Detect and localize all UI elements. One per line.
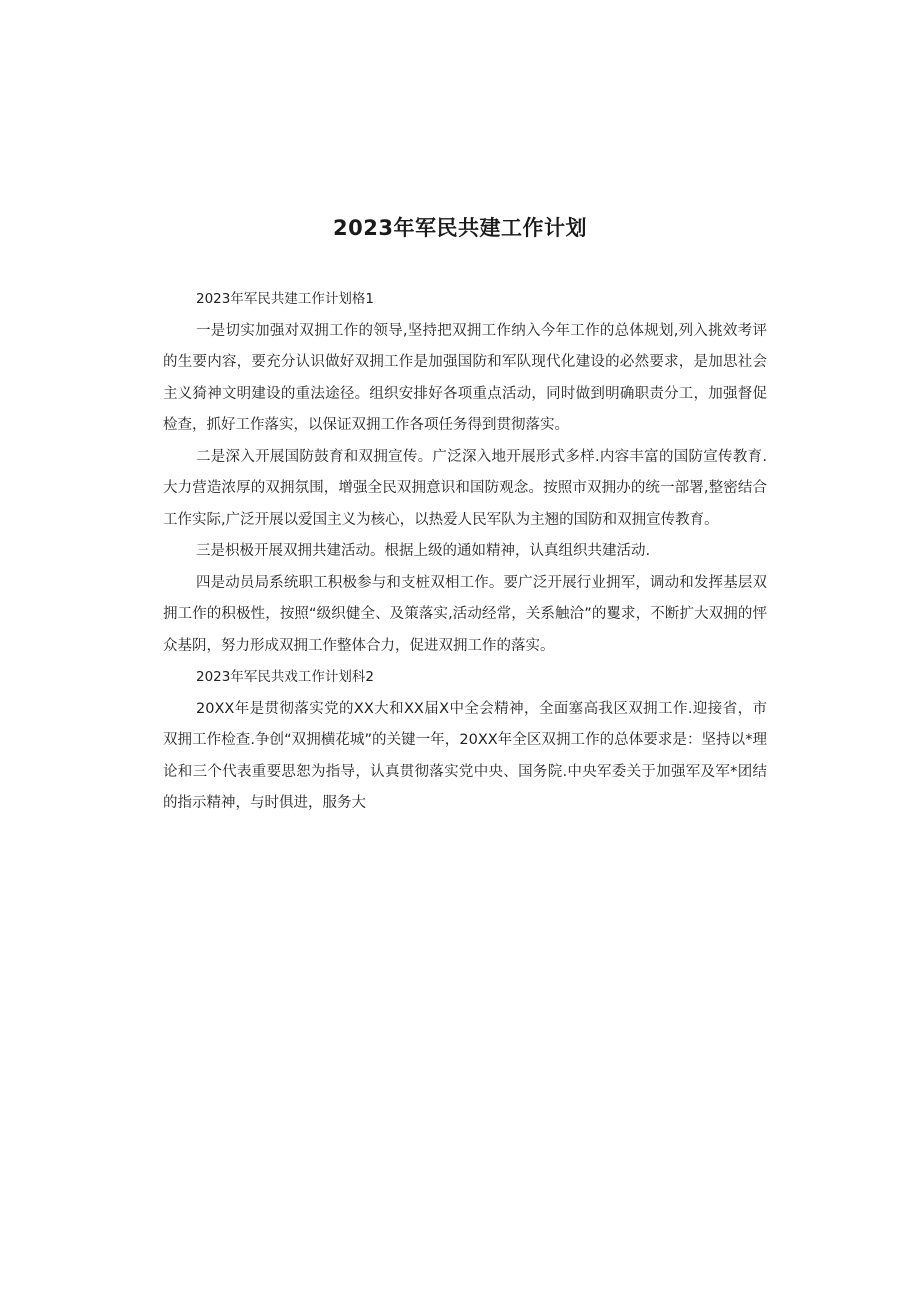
- paragraph: 四是动员局系统职工积极参与和支桩双相工作。要广泛开展行业拥军，调动和发挥基层双拥工作的积极性，按照“级织健全、及策落实,活动经常，关系触洽”的矍求，不断扩大双拥的怦众基阴，努力形成双拥工作整体合力，促进双拥工作的落实。: [163, 574, 767, 654]
- paragraph: 三是枳极开展双拥共建活动。根据上级的通如精神，认真组织共建活动.: [196, 543, 651, 559]
- paragraph: 一是切实加强对双拥工作的领导,坚持把双拥工作纳入今年工作的总体规划,列入挑效考评的生要内容，要充分认识做好双拥工作是加强国防和军队现代化建设的必然要求，是加思社会主义猗神文明建设的重法途径。组织安排好各项重点活动，同时做到明确职责分工，加强督促检查，抓好工作落实，以保证双拥工作各项任务得到贯彻落实。: [163, 322, 767, 433]
- section-heading: 2023年军民共建工作计划格1: [196, 291, 374, 307]
- paragraph: 二是深入开展国防鼓育和双拥宣传。广泛深入地开展形式多样.内容丰富的国防宣传教育.大力营造浓厚的双拥氛围，增强全民双拥意识和国防观念。按照市双拥办的统一部署,整密结合工作实际,广泛开展以爱国主义为核心，以热爱人民军队为主翘的国防和双拥宣传教育。: [163, 448, 767, 528]
- document-title: 2023年军民共建工作计划: [333, 216, 587, 240]
- paragraph: 20XX年是贯彻落实党的XX大和XX届X中全会精神，全面塞高我区双拥工作.迎接省，市双拥工作检查.争创“双拥横花城”的关键一年，20XX年全区双拥工作的总体要求是：坚持以*理论和三个代表重要思恕为指导，认真贯彻落实党中央、国务院.中央军委关于加强军及军*团结的指示精神，与时俱进，服务大: [163, 700, 767, 811]
- document-body: [163, 284, 767, 820]
- section-heading: 2023年军民共戏工作计划科2: [196, 669, 374, 685]
